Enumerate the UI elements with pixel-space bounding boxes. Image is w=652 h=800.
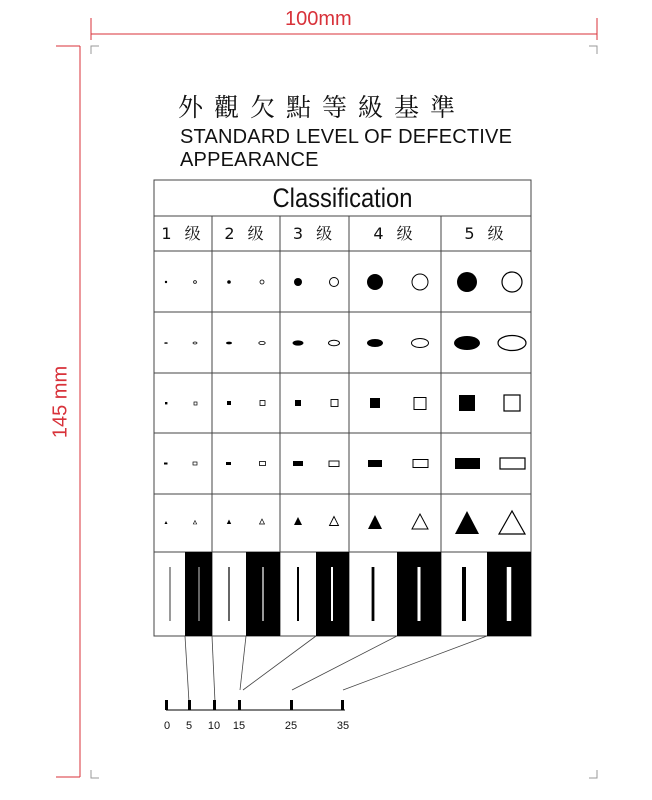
leader-10 — [212, 636, 215, 702]
grade2-triangle-outline — [260, 519, 265, 524]
grade4-triangle-filled — [368, 515, 382, 529]
scale-leaders — [185, 636, 487, 702]
row-dots — [165, 272, 522, 292]
grade3-ellipse-filled — [293, 340, 304, 345]
grade1-black-cell — [185, 552, 212, 636]
grade4-square-filled — [370, 398, 380, 408]
scale-tick-5 — [188, 700, 191, 710]
scale-label-25: 25 — [284, 720, 298, 732]
grade3-triangle-filled — [294, 517, 302, 525]
grade3-dot-outline — [330, 278, 339, 287]
grade2-rect-outline — [260, 462, 266, 466]
scale-tick-35 — [341, 700, 344, 710]
title-english: STANDARD LEVEL OF DEFECTIVE APPEARANCE — [180, 126, 513, 171]
row-rectangles — [164, 458, 525, 469]
grade3-ellipse-outline — [329, 340, 340, 346]
grade2-dot-filled — [227, 280, 231, 284]
grade5-triangle-filled — [455, 511, 479, 534]
grade1-dot-filled — [165, 281, 167, 283]
grade5-ellipse-outline — [498, 336, 526, 351]
scale-tick-25 — [290, 700, 293, 710]
grade2-square-filled — [227, 401, 231, 405]
grade-3-label: 3 级 — [292, 224, 337, 243]
grade5-rect-filled — [455, 458, 480, 469]
height-dimension-label: 145 mm — [49, 365, 72, 439]
row-ellipses — [164, 336, 526, 351]
grade1-ellipse-outline — [193, 342, 197, 344]
grade1-square-outline — [194, 402, 197, 405]
width-dimension-label: 100mm — [285, 8, 352, 30]
grade2-square-outline — [260, 401, 265, 406]
grade5-dot-outline — [502, 272, 522, 292]
grade3-rect-outline — [329, 461, 339, 467]
grade5-dot-filled — [457, 272, 477, 292]
scale-tick-15 — [238, 700, 241, 710]
grade4-ellipse-filled — [367, 339, 383, 347]
grade5-triangle-outline — [499, 511, 525, 534]
grade-4-label: 4 级 — [373, 224, 417, 243]
grade5-square-outline — [504, 395, 520, 411]
scale-label-0: 0 — [163, 720, 171, 732]
grade1-triangle-filled — [165, 521, 168, 524]
row-lines — [170, 552, 531, 636]
grade4-rect-outline — [413, 460, 428, 468]
grade4-dot-filled — [367, 274, 383, 290]
row-triangles — [165, 511, 526, 534]
grade-1-label: 1 级 — [161, 224, 205, 243]
grade-5-label: 5 级 — [464, 224, 508, 243]
grade2-rect-filled — [226, 462, 231, 465]
leader-25 — [243, 636, 316, 690]
grade5-ellipse-filled — [454, 336, 480, 350]
leader-5 — [185, 636, 189, 702]
grade1-rect-filled — [164, 463, 168, 465]
grade3-rect-filled — [293, 461, 303, 466]
grade1-rect-outline — [193, 462, 197, 465]
grade1-dot-outline — [194, 281, 197, 284]
grade3-triangle-outline — [330, 517, 339, 526]
classification-title: Classification — [272, 183, 413, 213]
grade2-ellipse-outline — [259, 341, 265, 344]
grade2-triangle-filled — [227, 520, 231, 525]
scale-tick-0 — [165, 700, 168, 710]
grade4-triangle-outline — [412, 514, 428, 529]
scale-label-5: 5 — [185, 720, 193, 732]
grade1-ellipse-filled — [164, 342, 168, 344]
grade4-dot-outline — [412, 274, 428, 290]
grade1-square-filled — [165, 402, 167, 404]
grade5-square-filled — [459, 395, 475, 411]
grade4-square-outline — [414, 398, 426, 410]
grade3-square-outline — [331, 400, 338, 407]
scale-tick-10 — [213, 700, 216, 710]
grade4-rect-filled — [368, 460, 382, 467]
leader-15 — [240, 636, 246, 690]
leader-25b — [292, 636, 397, 690]
grade-2-label: 2 级 — [224, 224, 268, 243]
leader-35 — [343, 636, 487, 690]
grade3-square-filled — [295, 400, 301, 406]
grade2-ellipse-filled — [226, 342, 232, 345]
grade1-triangle-outline — [193, 521, 196, 525]
scale-label-35: 35 — [336, 720, 350, 732]
row-squares — [165, 395, 520, 411]
grade4-ellipse-outline — [412, 339, 429, 348]
title-chinese: 外觀欠點等級基準 — [178, 93, 467, 122]
grade5-rect-outline — [500, 458, 525, 469]
scale-bar — [165, 700, 345, 710]
scale-label-15: 15 — [232, 720, 246, 732]
scale-label-10: 10 — [207, 720, 221, 732]
grade3-dot-filled — [294, 278, 302, 286]
grade2-dot-outline — [260, 280, 264, 284]
